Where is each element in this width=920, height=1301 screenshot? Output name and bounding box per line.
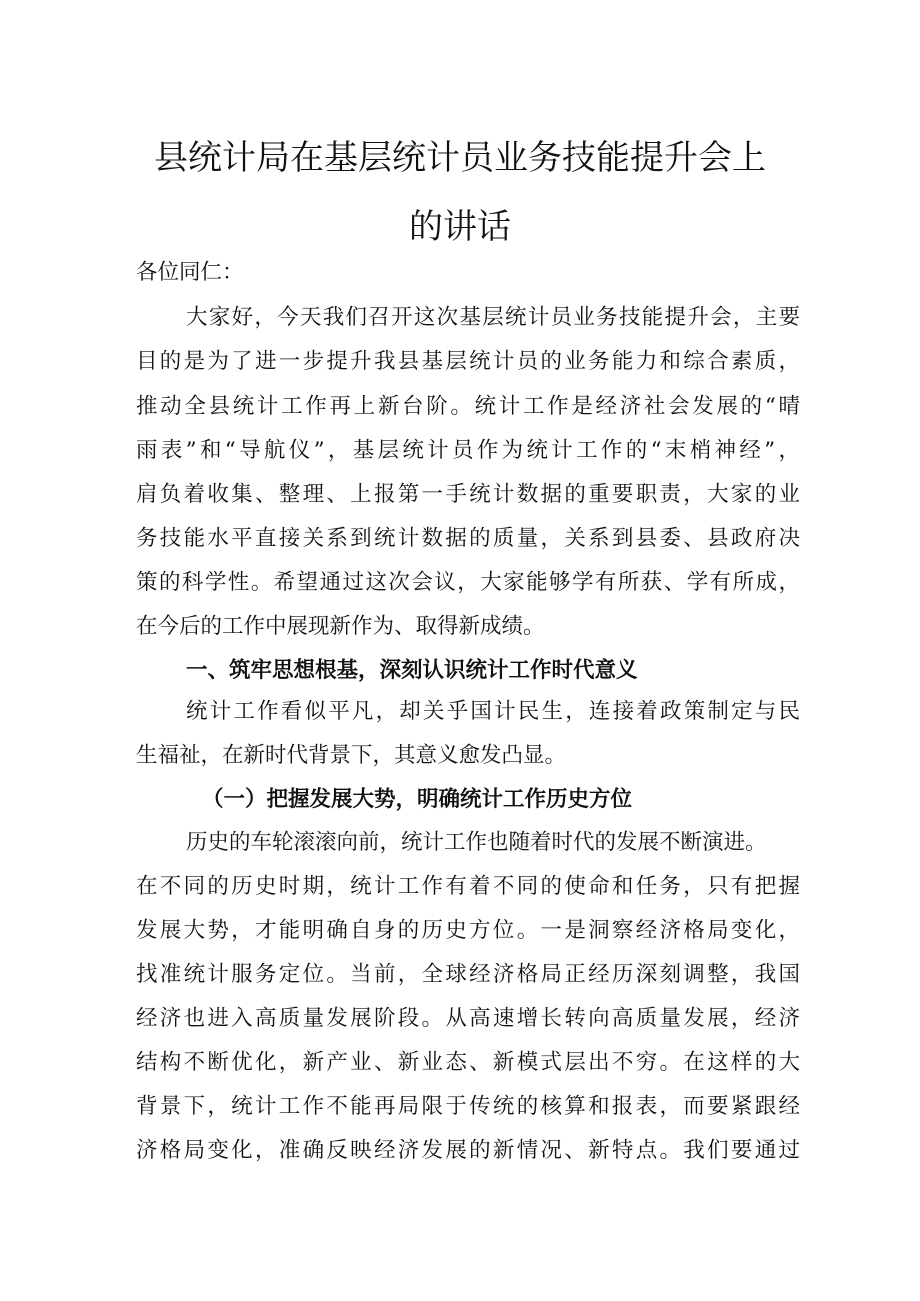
section-heading-1: 一、筑牢思想根基，深刻认识统计工作时代意义: [186, 658, 638, 683]
salutation: 各位同仁：: [136, 260, 244, 285]
paragraph-2-line: 生福祉，在新时代背景下，其意义愈发凸显。: [136, 743, 567, 768]
paragraph-3-line: 在不同的历史时期，统计工作有着不同的使命和任务，只有把握: [136, 874, 800, 899]
paragraph-3-line: 济格局变化，准确反映经济发展的新情况、新特点。我们要通过: [136, 1138, 800, 1163]
paragraph-3-line: 背景下，统计工作不能再局限于传统的核算和报表，而要紧跟经: [136, 1094, 800, 1119]
paragraph-1-line: 务技能水平直接关系到统计数据的质量，关系到县委、县政府决: [136, 526, 800, 551]
paragraph-1-line: 雨表”和“导航仪”，基层统计员作为统计工作的“末梢神经”，: [136, 438, 800, 463]
paragraph-1-line: 推动全县统计工作再上新台阶。统计工作是经济社会发展的“晴: [136, 394, 800, 419]
paragraph-3-line: 发展大势，才能明确自身的历史方位。一是洞察经济格局变化，: [136, 918, 800, 943]
paragraph-1-line: 目的是为了进一步提升我县基层统计员的业务能力和综合素质，: [136, 349, 800, 374]
paragraph-3-line: 经济也进入高质量发展阶段。从高速增长转向高质量发展，经济: [136, 1006, 800, 1031]
document-title-line-1: 县统计局在基层统计员业务技能提升会上: [154, 138, 766, 178]
document-title-line-2: 的讲话: [409, 207, 511, 247]
paragraph-1-line: 肩负着收集、整理、上报第一手统计数据的重要职责，大家的业: [136, 482, 800, 507]
paragraph-2-line: 统计工作看似平凡，却关乎国计民生，连接着政策制定与民: [186, 699, 800, 724]
paragraph-1-line: 大家好，今天我们召开这次基层统计员业务技能提升会，主要: [186, 305, 800, 330]
paragraph-1-line: 在今后的工作中展现新作为、取得新成绩。: [136, 614, 545, 639]
paragraph-3-line: 结构不断优化，新产业、新业态、新模式层出不穷。在这样的大: [136, 1050, 800, 1075]
paragraph-3-line: 历史的车轮滚滚向前，统计工作也随着时代的发展不断演进。: [186, 830, 767, 855]
paragraph-3-line: 找准统计服务定位。当前，全球经济格局正经历深刻调整，我国: [136, 962, 800, 987]
subsection-heading-1: （一）把握发展大势，明确统计工作历史方位: [202, 787, 633, 812]
paragraph-1-line: 策的科学性。希望通过这次会议，大家能够学有所获、学有所成，: [136, 570, 800, 595]
